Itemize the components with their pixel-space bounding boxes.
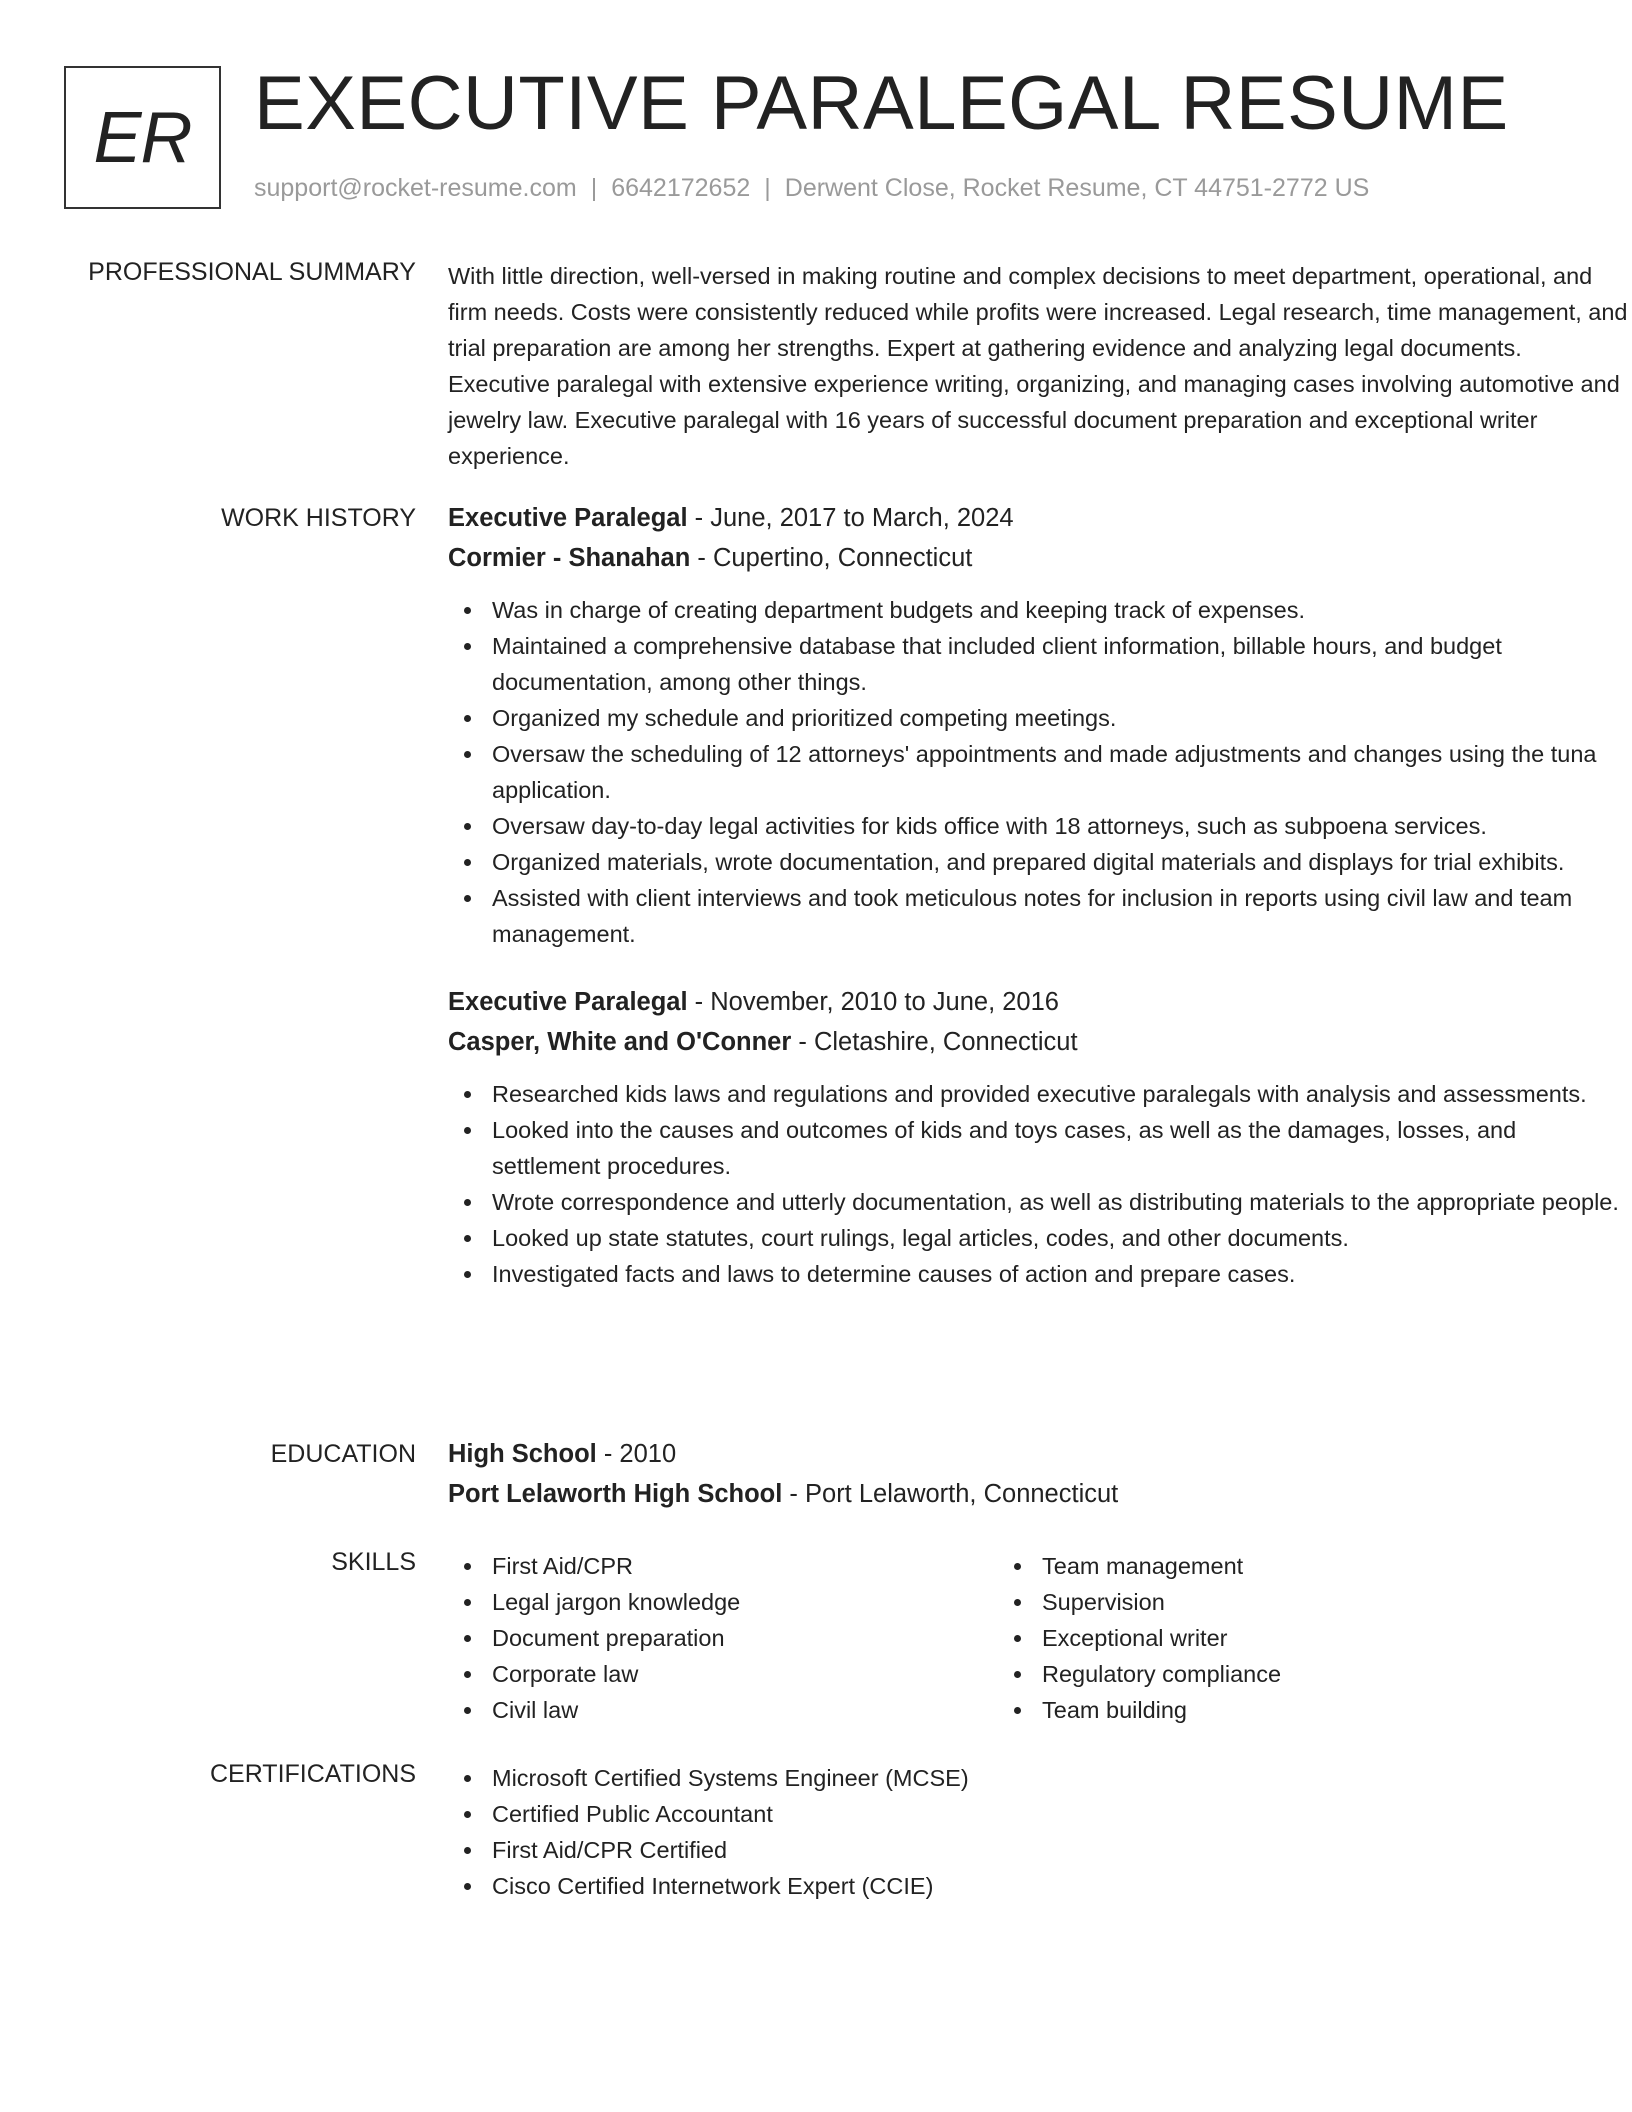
job-company: Casper, White and O'Conner bbox=[448, 1028, 792, 1056]
skills-body bbox=[448, 1548, 1628, 1728]
resume-header bbox=[64, 61, 1568, 210]
job-entry bbox=[448, 498, 1628, 952]
list-item: Document preparation bbox=[448, 1620, 998, 1656]
section-label-skills: SKILLS bbox=[331, 1548, 416, 1576]
job-bullets bbox=[448, 592, 1628, 952]
job-company-line bbox=[448, 1022, 1628, 1062]
list-item: Looked up state statutes, court rulings, legal articles, codes, and other documents. bbox=[448, 1220, 1628, 1256]
job-bullets bbox=[448, 1076, 1628, 1292]
list-item: Supervision bbox=[998, 1584, 1548, 1620]
list-item: Organized materials, wrote documentation, and prepared digital materials and displays for trial exhibits. bbox=[448, 844, 1628, 880]
list-item: Team management bbox=[998, 1548, 1548, 1584]
contact-separator: | bbox=[764, 174, 771, 202]
section-label-summary: PROFESSIONAL SUMMARY bbox=[88, 258, 416, 286]
contact-email[interactable]: support@rocket-resume.com bbox=[254, 174, 577, 202]
list-item: Organized my schedule and prioritized competing meetings. bbox=[448, 700, 1628, 736]
job-company: Cormier - Shanahan bbox=[448, 544, 691, 572]
education-location: - Port Lelaworth, Connecticut bbox=[782, 1480, 1119, 1508]
section-label-certifications: CERTIFICATIONS bbox=[209, 1760, 416, 1788]
list-item: Legal jargon knowledge bbox=[448, 1584, 998, 1620]
job-location: - Cupertino, Connecticut bbox=[690, 544, 973, 572]
list-item: Researched kids laws and regulations and provided executive paralegals with analysis and assessments. bbox=[448, 1076, 1628, 1112]
monogram-initials: ER bbox=[93, 97, 192, 178]
monogram-box bbox=[64, 66, 221, 209]
contact-separator: | bbox=[590, 174, 598, 202]
list-item: Microsoft Certified Systems Engineer (MCSE) bbox=[448, 1760, 1628, 1796]
list-item: Exceptional writer bbox=[998, 1620, 1548, 1656]
skills-columns bbox=[448, 1548, 1628, 1728]
job-dates: - June, 2017 to March, 2024 bbox=[687, 504, 1014, 532]
section-label-education: EDUCATION bbox=[270, 1440, 416, 1468]
skills-list-right bbox=[998, 1548, 1548, 1728]
education-degree-line bbox=[448, 1434, 1628, 1474]
job-title-line bbox=[448, 498, 1628, 538]
list-item: Investigated facts and laws to determine causes of action and prepare cases. bbox=[448, 1256, 1628, 1292]
list-item: Regulatory compliance bbox=[998, 1656, 1548, 1692]
job-title-line bbox=[448, 982, 1628, 1022]
list-item: Was in charge of creating department budgets and keeping track of expenses. bbox=[448, 592, 1628, 628]
list-item: First Aid/CPR Certified bbox=[448, 1832, 1628, 1868]
contact-address: Derwent Close, Rocket Resume, CT 44751-2772 US bbox=[784, 174, 1370, 202]
job-location: - Cletashire, Connecticut bbox=[791, 1028, 1078, 1056]
list-item: Certified Public Accountant bbox=[448, 1796, 1628, 1832]
list-item: Oversaw the scheduling of 12 attorneys' appointments and made adjustments and changes using the tuna application. bbox=[448, 736, 1628, 808]
education-body bbox=[448, 1434, 1628, 1514]
job-company-line bbox=[448, 538, 1628, 578]
list-item: Wrote correspondence and utterly documentation, as well as distributing materials to the appropriate people. bbox=[448, 1184, 1628, 1220]
resume-title: EXECUTIVE PARALEGAL RESUME bbox=[254, 61, 1509, 146]
certifications-list bbox=[448, 1760, 1628, 1904]
job-title: Executive Paralegal bbox=[448, 988, 688, 1016]
list-item: First Aid/CPR bbox=[448, 1548, 998, 1584]
education-school-line bbox=[448, 1474, 1628, 1514]
education-degree: High School bbox=[448, 1440, 597, 1468]
summary-text: With little direction, well-versed in making routine and complex decisions to meet department, operational, and firm needs. Costs were consistently reduced while profits were increased. Legal research, time management, and trial preparation are among her strengths. Expert at gathering evidence and analyzing legal documents. Executive paralegal with extensive experience writing, organizing, and managing cases involving automotive and jewelry law. Executive paralegal with 16 years of successful document preparation and exceptional writer experience. bbox=[448, 263, 1628, 469]
work-history-body bbox=[448, 498, 1628, 1292]
list-item: Corporate law bbox=[448, 1656, 998, 1692]
education-year: - 2010 bbox=[596, 1440, 677, 1468]
list-item: Oversaw day-to-day legal activities for kids office with 18 attorneys, such as subpoena services. bbox=[448, 808, 1628, 844]
job-entry bbox=[448, 982, 1628, 1292]
job-dates: - November, 2010 to June, 2016 bbox=[687, 988, 1059, 1016]
section-label-work-history: WORK HISTORY bbox=[221, 504, 416, 532]
list-item: Looked into the causes and outcomes of kids and toys cases, as well as the damages, losses, and settlement procedures. bbox=[448, 1112, 1628, 1184]
list-item: Team building bbox=[998, 1692, 1548, 1728]
job-title: Executive Paralegal bbox=[448, 504, 688, 532]
education-school: Port Lelaworth High School bbox=[448, 1480, 783, 1508]
list-item: Civil law bbox=[448, 1692, 998, 1728]
skills-list-left bbox=[448, 1548, 998, 1728]
list-item: Maintained a comprehensive database that included client information, billable hours, and budget documentation, among other things. bbox=[448, 628, 1628, 700]
certifications-body bbox=[448, 1760, 1628, 1904]
list-item: Cisco Certified Internetwork Expert (CCIE) bbox=[448, 1868, 1628, 1904]
contact-phone[interactable]: 6642172652 bbox=[611, 174, 751, 202]
list-item: Assisted with client interviews and took meticulous notes for inclusion in reports using civil law and team management. bbox=[448, 880, 1628, 952]
contact-line bbox=[254, 174, 1369, 203]
